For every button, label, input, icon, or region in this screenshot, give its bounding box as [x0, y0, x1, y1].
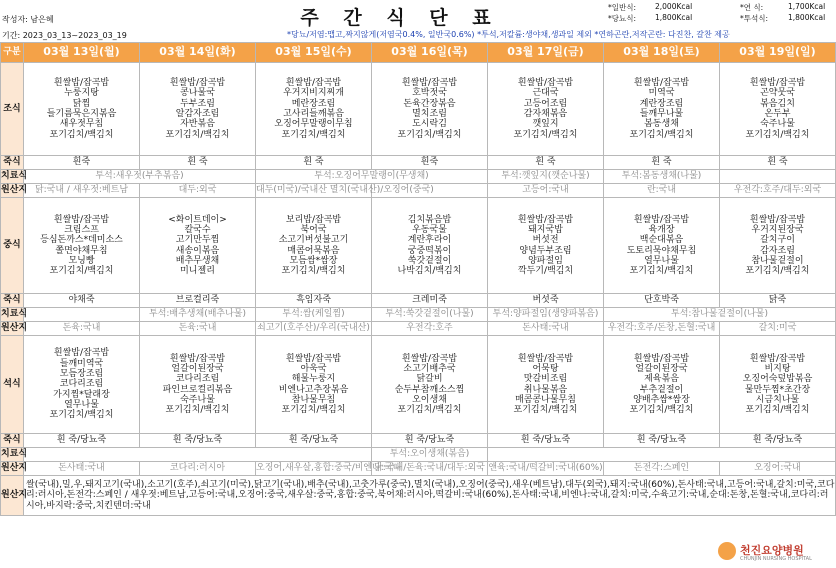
dinner-menu-cell [488, 336, 604, 434]
porridge-label: 죽식 [1, 434, 24, 448]
day-header: 03월 18일(토) [604, 43, 720, 63]
dialysis-label: 치료식 [1, 308, 24, 322]
kcal-soft-value: 1,700Kcal [788, 2, 826, 11]
porridge-cell: 흰 죽/당뇨죽 [24, 434, 140, 448]
dinner-menu-cell [256, 336, 372, 434]
menu-item: 포기김치/백김치 [745, 405, 810, 416]
menu-item: 취나물볶음 [523, 384, 568, 395]
breakfast-menu-cell [720, 63, 836, 156]
period: 기간: 2023_03_13~2023_03_19 [2, 31, 127, 40]
porridge-cell: 흰 죽/당뇨죽 [140, 434, 256, 448]
origin-cell: 란:국내 [604, 184, 720, 198]
porridge-cell: 흰죽 [24, 156, 140, 170]
menu-item: 제육볶음 [644, 374, 679, 385]
menu-item: 볶음김치 [760, 98, 795, 109]
menu-item: 자반볶음 [180, 119, 215, 130]
menu-item: 온두부 [764, 109, 791, 119]
menu-item: 크림스프 [64, 224, 99, 235]
menu-item: 흰쌀밥/잡곡밥 [169, 78, 226, 89]
origin-cell: 우전각:호주/대두:외국 [720, 184, 836, 198]
menu-item: 열무나물 [64, 399, 99, 410]
dialysis-cell: 투석:오징어무말랭이(무생채) [256, 170, 488, 184]
origin-cell: 우전각:호주 [372, 322, 488, 336]
menu-item: 흰쌀밥/잡곡밥 [633, 353, 690, 364]
porridge-cell: 버섯죽 [488, 294, 604, 308]
dinner-porridge-row [1, 434, 836, 448]
menu-item: 우거지비지찌개 [283, 88, 344, 99]
kcal-diabetes-label: *당뇨식: [608, 14, 637, 23]
dialysis-label: 치료식 [1, 448, 24, 462]
menu-item: 열무나물 [644, 255, 679, 266]
porridge-cell: 단호박죽 [604, 294, 720, 308]
menu-item: 돈육간장볶음 [403, 98, 456, 109]
menu-item: 모닝빵 [68, 255, 95, 266]
menu-item: 백순대볶음 [639, 235, 684, 246]
menu-item: 새우젓무침 [59, 119, 104, 130]
dinner-label: 석식 [1, 336, 24, 434]
menu-item: 포기김치/백김치 [49, 129, 114, 140]
menu-item: 어묵탕 [532, 363, 559, 374]
menu-item: 흰쌀밥/잡곡밥 [53, 214, 110, 225]
menu-item: 오징어무말랭이무침 [274, 119, 353, 130]
menu-item: 비엔나고추장볶음 [278, 384, 349, 395]
gubun-header: 구분 [1, 43, 24, 63]
kcal-dialysis-value: 1,800Kcal [788, 13, 826, 22]
menu-item: 소고기배추국 [403, 363, 456, 374]
lunch-menu-cell [140, 198, 256, 294]
header [0, 0, 835, 42]
menu-item: 궁중떡볶이 [407, 245, 452, 256]
menu-item: 우거지된장국 [751, 224, 804, 235]
menu-item: 참나물무침 [291, 394, 336, 405]
origin-cell: 오징어:국내 [720, 462, 836, 476]
menu-item: 포기김치/백김치 [629, 266, 694, 277]
menu-item: 양배추쌈*쌈장 [633, 394, 690, 405]
menu-item: 봄동생채 [644, 119, 679, 130]
menu-item: 흰쌀밥/잡곡밥 [749, 78, 806, 89]
porridge-label: 죽식 [1, 156, 24, 170]
origin-cell: 돈육:국내 [140, 322, 256, 336]
kcal-diabetes-value: 1,800Kcal [655, 13, 693, 22]
menu-item: 닭찜 [72, 98, 91, 109]
menu-item: 흰쌀밥/잡곡밥 [169, 353, 226, 364]
menu-item: 얼갈이된장국 [171, 363, 224, 374]
day-header: 03월 14일(화) [140, 43, 256, 63]
origin-cell: 대두(미국)/국내산 멸치(국내산)/오징어(중국) [256, 184, 372, 198]
menu-item: 갈치구이 [760, 235, 795, 246]
menu-item: 매콤어묵볶음 [287, 245, 340, 256]
origin-cell: 돈사태:국내 [488, 322, 604, 336]
menu-item: 포기김치/백김치 [165, 129, 230, 140]
menu-item: 감자조림 [760, 245, 795, 256]
menu-item: 물만두찜*초간장 [744, 384, 811, 395]
origin-cell: 닭:국내 / 새우젓:베트남 [24, 184, 140, 198]
menu-item: 포기김치/백김치 [281, 129, 346, 140]
logo-name: 천진요양병원 [740, 544, 804, 557]
dialysis-cell [488, 448, 836, 462]
origin-cell: 쇠고기(호주산)/우리(국내산) [256, 322, 372, 336]
writer: 작성자: 남은혜 [2, 15, 54, 24]
dialysis-cell: 투석:쑥갓겉절이(나물) [372, 308, 488, 322]
dinner-menu-cell [372, 336, 488, 434]
lunch-menu-cell [720, 198, 836, 294]
menu-item: 호박젓국 [412, 88, 447, 99]
breakfast-menu-cell [140, 63, 256, 156]
breakfast-label: 조식 [1, 63, 24, 156]
menu-item: 흰쌀밥/잡곡밥 [401, 353, 458, 364]
origin-cell: 돈전각:스페인 [604, 462, 720, 476]
porridge-cell: 흰 죽/당뇨죽 [604, 434, 720, 448]
origin-cell: 돈육:국내 [24, 322, 140, 336]
menu-item: 콩나물국 [180, 88, 215, 99]
day-header: 03월 19일(일) [720, 43, 836, 63]
kcal-regular-value: 2,000Kcal [655, 2, 693, 11]
menu-item: 도토리묵야채무침 [626, 245, 697, 256]
dialysis-label: 치료식 [1, 170, 24, 184]
porridge-cell: 야채죽 [24, 294, 140, 308]
menu-item: 들깨무나물 [639, 109, 684, 119]
dialysis-cell: 투석:쌈(케일찜) [256, 308, 372, 322]
menu-item: 오징어숙덮밥볶음 [742, 374, 813, 385]
menu-item: 미니젤리 [180, 266, 215, 277]
hospital-logo [718, 540, 833, 566]
menu-item: 미역국 [648, 88, 675, 99]
dinner-menu-cell [140, 336, 256, 434]
lunch-porridge-row [1, 294, 836, 308]
menu-item: 포기김치/백김치 [513, 129, 578, 140]
menu-item: 양파절임 [528, 255, 563, 266]
menu-item: 흰쌀밥/잡곡밥 [285, 353, 342, 364]
porridge-cell: 브로컬리죽 [140, 294, 256, 308]
menu-item: 숙주나물 [180, 394, 215, 405]
menu-item: 고사리들깨볶음 [283, 109, 344, 119]
menu-item: 가지찜*달래장 [53, 389, 110, 400]
menu-item: <화이트데이> [168, 214, 227, 225]
breakfast-menu-cell [372, 63, 488, 156]
dinner-menu-cell [720, 336, 836, 434]
kcal-regular-label: *일반식: [608, 3, 637, 12]
breakfast-menu-cell [24, 63, 140, 156]
porridge-cell: 흰 죽 [488, 156, 604, 170]
dialysis-cell: 투석:배추생채(배추나물) [140, 308, 256, 322]
breakfast-menu-cell [604, 63, 720, 156]
breakfast-menu-row [1, 63, 836, 156]
lunch-menu-cell [372, 198, 488, 294]
menu-item: 깍두기/백김치 [517, 266, 574, 277]
porridge-cell: 흰 죽/당뇨죽 [372, 434, 488, 448]
menu-item: 파인브로컬리볶음 [162, 384, 233, 395]
menu-item: 흰쌀밥/잡곡밥 [285, 78, 342, 89]
menu-item: 포기김치/백김치 [745, 266, 810, 277]
menu-item: 포기김치/백김치 [629, 129, 694, 140]
menu-item: 김치볶음밥 [407, 214, 452, 225]
dialysis-cell: 투석:오이생채(볶음) [372, 448, 488, 462]
logo-icon [718, 542, 736, 560]
origin-cell: 오징어,새우살,홍합:중국/비엔나:국내 [256, 462, 372, 476]
lunch-label: 중식 [1, 198, 24, 294]
porridge-cell: 흰죽 [372, 156, 488, 170]
porridge-cell: 흰 죽 [720, 156, 836, 170]
origin-cell: 갈치:미국 [720, 322, 836, 336]
menu-item: 순두부참깨소스찜 [394, 384, 465, 395]
dialysis-cell: 투석:봄동생채(나물) [604, 170, 720, 184]
menu-item: 부추겉절이 [639, 384, 684, 395]
menu-item: 근대국 [532, 88, 559, 99]
menu-item: 고등어조림 [523, 98, 568, 109]
day-header: 03월 15일(수) [256, 43, 372, 63]
dialysis-cell: 투석:양파절임(생양파볶음) [488, 308, 604, 322]
breakfast-dialysis-row [1, 170, 836, 184]
menu-item: 얼갈이된장국 [635, 363, 688, 374]
menu-item: 알감자조림 [175, 109, 220, 119]
day-header: 03월 13일(월) [24, 43, 140, 63]
day-header: 03월 17일(금) [488, 43, 604, 63]
dialysis-cell [24, 448, 372, 462]
menu-item: 도시락김 [412, 119, 447, 130]
breakfast-origin-row [1, 184, 836, 198]
menu-item: 아욱국 [300, 363, 327, 374]
menu-item: 들깨미역국 [59, 358, 104, 369]
menu-item: 비지탕 [764, 363, 791, 374]
porridge-label: 죽식 [1, 294, 24, 308]
menu-item: 포기김치/백김치 [281, 266, 346, 277]
menu-item: 들기름묵은지볶음 [46, 109, 117, 119]
menu-item: 흰쌀밥/잡곡밥 [517, 214, 574, 225]
menu-item: 흰쌀밥/잡곡밥 [517, 78, 574, 89]
dinner-menu-cell [24, 336, 140, 434]
dinner-menu-row [1, 336, 836, 434]
day-header: 03월 16일(목) [372, 43, 488, 63]
menu-item: 매콤콩나물무침 [515, 394, 576, 405]
porridge-cell: 흰 죽 [604, 156, 720, 170]
menu-item: 모듬쌈*쌈장 [289, 255, 338, 266]
menu-item: 흰쌀밥/잡곡밥 [53, 78, 110, 89]
menu-item: 포기김치/백김치 [397, 405, 462, 416]
menu-item: 포기김치/백김치 [629, 405, 694, 416]
origin-note-row [1, 476, 836, 516]
menu-item: 흰쌀밥/잡곡밥 [633, 78, 690, 89]
porridge-cell: 흰 죽 [140, 156, 256, 170]
dinner-dialysis-row [1, 448, 836, 462]
lunch-origin-row [1, 322, 836, 336]
origin-label: 원산지 [1, 184, 24, 198]
dialysis-cell: 투석:깻잎지(깻순나물) [488, 170, 604, 184]
origin-label: 원산지 [1, 322, 24, 336]
origin-cell: 앤육:국내/떡갈비:국내(60%) [488, 462, 604, 476]
kcal-soft-label: *연 식: [740, 3, 764, 12]
menu-table [0, 42, 836, 516]
menu-item: 흰쌀밥/잡곡밥 [749, 214, 806, 225]
origin-cell: 돈사태:국내 [24, 462, 140, 476]
porridge-cell: 흑임자죽 [256, 294, 372, 308]
lunch-menu-cell [488, 198, 604, 294]
menu-item: 흰쌀밥/잡곡밥 [749, 353, 806, 364]
menu-item: 메란장조림 [291, 98, 336, 109]
menu-item: 나박김치/백김치 [397, 266, 462, 277]
menu-item: 흰쌀밥/잡곡밥 [633, 214, 690, 225]
origin-cell: 우전각:호주/돈창,돈혈:국내 [604, 322, 720, 336]
dinner-menu-cell [604, 336, 720, 434]
kcal-dialysis-label: *투석식: [740, 14, 769, 23]
menu-item: 모듬장조림 [59, 369, 104, 380]
origin-cell: 고등어:국내 [488, 184, 604, 198]
origin-label: 원산지 [1, 462, 24, 476]
menu-item: 등심돈까스*데미소스 [40, 235, 123, 246]
menu-item: 칼국수 [184, 224, 211, 235]
porridge-cell: 흰 죽/당뇨죽 [488, 434, 604, 448]
menu-item: 해물누룽지 [291, 374, 336, 385]
lunch-menu-cell [256, 198, 372, 294]
menu-item: 흰쌀밥/잡곡밥 [53, 348, 110, 359]
menu-item: 양념두부조림 [519, 245, 572, 256]
menu-item: 포기김치/백김치 [49, 266, 114, 277]
menu-item: 우동국물 [412, 224, 447, 235]
menu-item: 포기김치/백김치 [165, 405, 230, 416]
dinner-origin-row [1, 462, 836, 476]
menu-item: 계란장조림 [639, 98, 684, 109]
lunch-menu-cell [24, 198, 140, 294]
lunch-menu-cell [604, 198, 720, 294]
dialysis-cell: 투석:참나물겉절이(나물) [604, 308, 836, 322]
breakfast-porridge-row [1, 156, 836, 170]
dialysis-cell: 투석:새우젓(부추볶음) [24, 170, 256, 184]
menu-item: 고기만두찜 [175, 235, 220, 246]
menu-item: 버섯전 [532, 235, 559, 246]
page-title: 주 간 식 단 표 [300, 7, 500, 29]
menu-item: 닭갈비 [416, 374, 443, 385]
menu-item: 쫄면야채무침 [55, 245, 108, 256]
dialysis-cell [720, 170, 836, 184]
menu-item: 맛갈비조림 [523, 374, 568, 385]
menu-item: 쑥갓겉절이 [407, 255, 452, 266]
origin-cell: 코다리:러시아 [140, 462, 256, 476]
menu-item: 흰쌀밥/잡곡밥 [517, 353, 574, 364]
diet-note: *당뇨/저염:맵고,짜지않게(저염국0.4%, 일반국0.6%) *투석,저칼륨:생야채,생과일 제외 *연하곤란,저작곤란: 다진찬, 갈찬 제공 [287, 30, 730, 39]
menu-item: 코다리조림 [59, 379, 104, 390]
menu-item: 코다리조림 [175, 374, 220, 385]
origin-note: 쌀(국내),밀,우,돼지고기(국내),소고기(호주),쇠고기(미국),닭고기(국내),배추(국내),고춧가루(중국),멸치(국내),오징어(중국),새우(베트남),대두(외국),돼지:국내(60%),돈사태:국내,고등어:국내,갈치:미국,코다리:러시아,돈전각:스페인 / 새우젓:베트남,고등어:국내,오징어:중국,새우살:중국,홍합:중국,북어채:러시아,떡갈비:국내(60%),돈사태:국내,비엔나:국내,갈치:미국,수육고기:국내,순대:돈창,돈혈:국내,코다리:러시아,바지락:중국,치킨텐더:국내 [24, 476, 836, 516]
menu-item: 보리밥/잡곡밥 [285, 214, 342, 225]
logo-sub: CHUNJIN NURSING HOSPITAL [740, 556, 812, 562]
origin-label: 원산지 [1, 476, 24, 516]
porridge-cell: 흰 죽/당뇨죽 [256, 434, 372, 448]
porridge-cell: 흰 죽/당뇨죽 [720, 434, 836, 448]
menu-item: 포기김치/백김치 [397, 129, 462, 140]
menu-item: 계란후라이 [407, 235, 452, 246]
menu-item: 감자채볶음 [523, 109, 568, 119]
breakfast-menu-cell [256, 63, 372, 156]
menu-item: 포기김치/백김치 [513, 405, 578, 416]
menu-item: 소고기버섯불고기 [278, 235, 349, 246]
dialysis-cell [24, 308, 140, 322]
menu-item: 포기김치/백김치 [745, 129, 810, 140]
menu-item: 포기김치/백김치 [49, 410, 114, 421]
menu-item: 숙주나물 [760, 119, 795, 130]
menu-item: 배추무생채 [175, 255, 220, 266]
menu-item: 누룽지탕 [64, 88, 99, 99]
porridge-cell: 닭죽 [720, 294, 836, 308]
menu-item: 깻잎지 [532, 119, 559, 130]
lunch-menu-row [1, 198, 836, 294]
menu-item: 포기김치/백김치 [281, 405, 346, 416]
lunch-dialysis-row [1, 308, 836, 322]
menu-item: 북어국 [300, 224, 327, 235]
porridge-cell: 크레미죽 [372, 294, 488, 308]
menu-item: 육개장 [648, 224, 675, 235]
menu-item: 멸치조림 [412, 109, 447, 119]
menu-item: 새송이볶음 [175, 245, 220, 256]
menu-item: 흰쌀밥/잡곡밥 [401, 78, 458, 89]
menu-item: 시금치나물 [755, 394, 800, 405]
menu-item: 곤약뭇국 [760, 88, 795, 99]
menu-item: 돼지국밥 [528, 224, 563, 235]
day-header-row [1, 43, 836, 63]
porridge-cell: 흰 죽 [256, 156, 372, 170]
origin-cell: 대두:외국 [140, 184, 256, 198]
menu-item: 오이생채 [412, 394, 447, 405]
menu-item: 두부조림 [180, 98, 215, 109]
menu-item: 참나물겉절이 [751, 255, 804, 266]
origin-cell: 닭:국내/돈육:국내/대두:외국 [372, 462, 488, 476]
breakfast-menu-cell [488, 63, 604, 156]
